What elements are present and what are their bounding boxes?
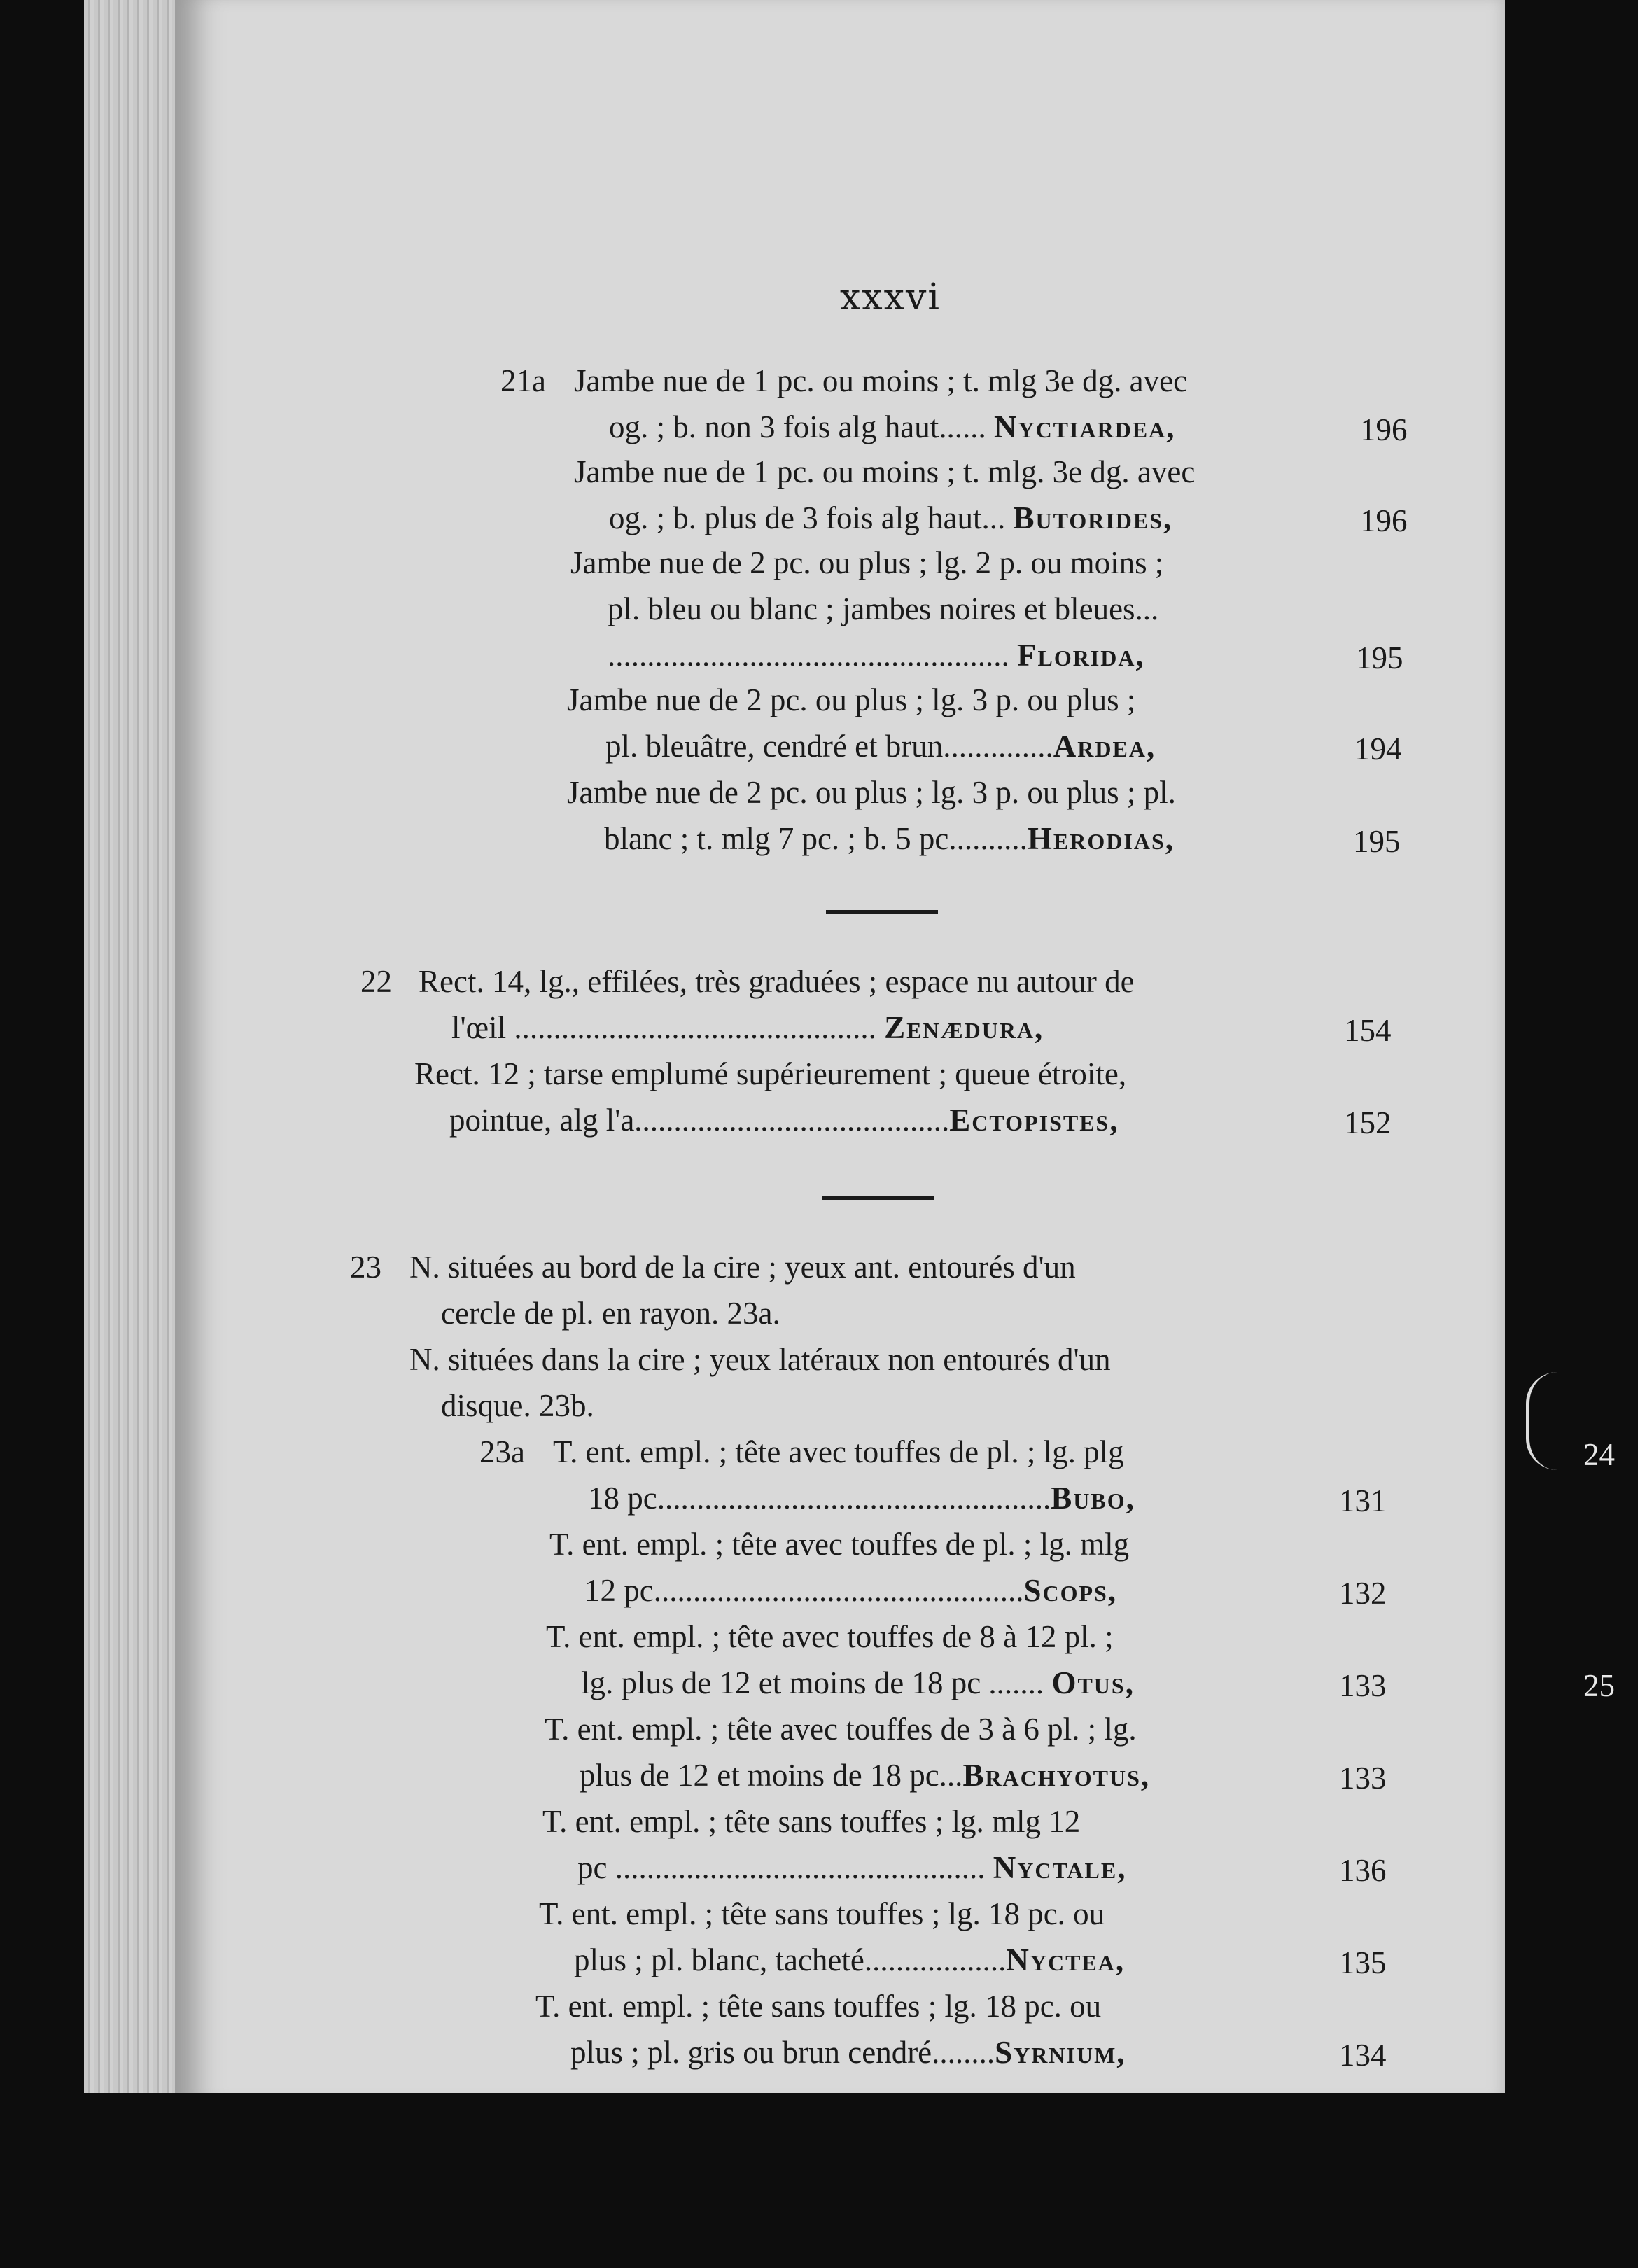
- genus-name: Herodias,: [1027, 821, 1175, 856]
- facing-page-bracket: [1526, 1372, 1558, 1470]
- genus-name: Scops,: [1023, 1573, 1118, 1608]
- genus-name: Nyctale,: [993, 1850, 1127, 1885]
- key-line: disque. 23b.: [441, 1388, 594, 1423]
- key-line: Rect. 12 ; tarse emplumé supérieurement ; queue étroite,: [414, 1056, 1127, 1091]
- key-line: T. ent. empl. ; tête avec touffes de 3 à 6 pl. ; lg.: [545, 1712, 1137, 1746]
- key-line: T. ent. empl. ; tête avec touffes de pl. ; lg. plg: [553, 1434, 1124, 1469]
- genus-name: Ectopistes,: [949, 1102, 1119, 1138]
- key-line: plus ; pl. gris ou brun cendré........Syrnium,: [570, 2035, 1126, 2070]
- key-line: Jambe nue de 2 pc. ou plus ; lg. 3 p. ou plus ; pl.: [567, 775, 1176, 810]
- page-reference: 133: [1339, 1668, 1387, 1703]
- couplet-label: 21a: [500, 363, 546, 398]
- page-reference: 195: [1356, 640, 1404, 676]
- key-line: pc ............................................... Nyctale,: [578, 1850, 1127, 1885]
- key-line: T. ent. empl. ; tête avec touffes de pl. ; lg. mlg: [550, 1527, 1130, 1562]
- genus-name: Florida,: [1017, 638, 1145, 673]
- key-line: 18 pc..................................................Bubo,: [588, 1480, 1135, 1516]
- page-edge-stack: [84, 0, 189, 2093]
- page-reference: 154: [1344, 1013, 1392, 1048]
- dark-margin-right: [1505, 0, 1638, 2268]
- page-reference: 196: [1360, 412, 1408, 447]
- key-line: pointue, alg l'a........................................Ectopistes,: [449, 1102, 1119, 1138]
- couplet-label: 23: [350, 1250, 382, 1284]
- genus-name: Bubo,: [1051, 1480, 1135, 1516]
- facing-page-number: 25: [1583, 1668, 1615, 1703]
- genus-name: Nyctea,: [1006, 1942, 1126, 1977]
- key-line: N. situées au bord de la cire ; yeux ant. entourés d'un: [410, 1250, 1076, 1284]
- section-divider: [826, 910, 938, 914]
- key-line: Rect. 14, lg., effilées, très graduées ; espace nu autour de: [419, 964, 1135, 999]
- section-divider: [822, 1196, 934, 1200]
- genus-name: Syrnium,: [995, 2035, 1126, 2070]
- facing-page-number: 24: [1583, 1437, 1615, 1472]
- page-reference: 152: [1344, 1105, 1392, 1140]
- page-reference: 132: [1339, 1576, 1387, 1611]
- key-line: pl. bleu ou blanc ; jambes noires et bleues...: [608, 592, 1159, 626]
- key-line: T. ent. empl. ; tête sans touffes ; lg. 18 pc. ou: [536, 1989, 1102, 2024]
- page-reference: 194: [1354, 732, 1402, 766]
- page-reference: 135: [1339, 1945, 1387, 1980]
- page-reference: 133: [1339, 1760, 1387, 1795]
- page-reference: 196: [1360, 503, 1408, 538]
- key-line: cercle de pl. en rayon. 23a.: [441, 1296, 780, 1331]
- page-number-header: xxxvi: [840, 276, 941, 318]
- page-reference: 134: [1339, 2038, 1387, 2073]
- genus-name: Zenædura,: [884, 1010, 1044, 1045]
- couplet-label: 23a: [479, 1434, 525, 1469]
- page-reference: 131: [1339, 1483, 1387, 1518]
- key-line: Jambe nue de 1 pc. ou moins ; t. mlg. 3e dg. avec: [574, 454, 1196, 489]
- genus-name: Brachyotus,: [962, 1758, 1151, 1793]
- key-line: N. situées dans la cire ; yeux latéraux non entourés d'un: [410, 1342, 1111, 1377]
- key-line: og. ; b. plus de 3 fois alg haut... Butorides,: [609, 500, 1173, 536]
- key-line: plus ; pl. blanc, tacheté..................Nyctea,: [574, 1942, 1126, 1977]
- key-line: Jambe nue de 2 pc. ou plus ; lg. 3 p. ou plus ;: [567, 682, 1136, 718]
- genus-name: Otus,: [1051, 1665, 1135, 1700]
- key-line: og. ; b. non 3 fois alg haut...... Nyctiardea,: [609, 410, 1176, 444]
- page-reference: 136: [1339, 1853, 1387, 1888]
- page-reference: 195: [1353, 824, 1401, 859]
- key-line: T. ent. empl. ; tête sans touffes ; lg. mlg 12: [542, 1804, 1081, 1839]
- genus-name: Nyctiardea,: [993, 410, 1176, 444]
- key-line: blanc ; t. mlg 7 pc. ; b. 5 pc..........Herodias,: [604, 821, 1175, 856]
- key-line: Jambe nue de 1 pc. ou moins ; t. mlg 3e dg. avec: [574, 363, 1188, 398]
- key-line: lg. plus de 12 et moins de 18 pc ....... Otus,: [581, 1665, 1135, 1700]
- dark-margin-bottom: [0, 2093, 1638, 2268]
- key-line: T. ent. empl. ; tête sans touffes ; lg. 18 pc. ou: [539, 1896, 1105, 1931]
- key-line: plus de 12 et moins de 18 pc...Brachyotus,: [580, 1758, 1151, 1793]
- genus-name: Ardea,: [1053, 729, 1156, 764]
- key-line: ................................................... Florida,: [608, 638, 1145, 673]
- genus-name: Butorides,: [1013, 500, 1173, 536]
- key-line: pl. bleuâtre, cendré et brun..............Ardea,: [606, 729, 1156, 764]
- key-line: T. ent. empl. ; tête avec touffes de 8 à 12 pl. ;: [546, 1619, 1114, 1654]
- key-line: Jambe nue de 2 pc. ou plus ; lg. 2 p. ou moins ;: [570, 545, 1164, 580]
- key-line: l'œil .............................................. Zenædura,: [451, 1010, 1044, 1045]
- couplet-label: 22: [360, 964, 392, 999]
- key-line: 12 pc...............................................Scops,: [584, 1573, 1118, 1608]
